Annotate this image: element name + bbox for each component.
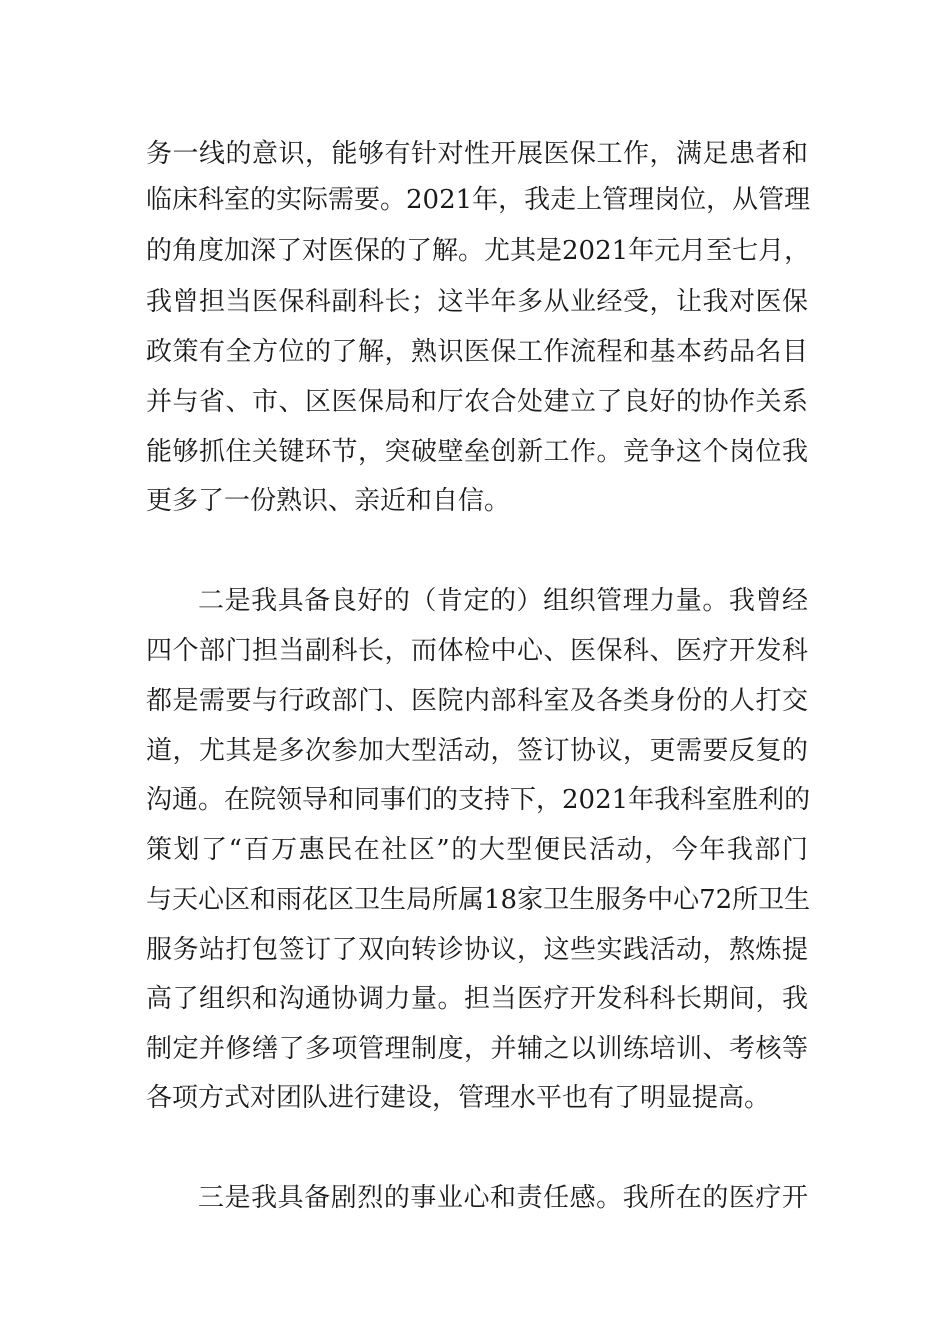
paragraph-2-line-11: 各项方式对团队进行建设，管理水平也有了明显提高。 [146, 1083, 771, 1113]
paragraph-2-line-3: 都是需要与行政部门、医院内部科室及各类身份的人打交 [146, 686, 808, 716]
paragraph-2-line-2: 四个部门担当副科长，而体检中心、医保科、医疗开发科 [146, 636, 808, 666]
paragraph-1-line-8: 更多了一份熟识、亲近和自信。 [146, 486, 511, 516]
paragraph-2-line-1: 二是我具备良好的（肯定的）组织管理力量。我曾经 [198, 586, 808, 616]
paragraph-1-line-5: 政策有全方位的了解，熟识医保工作流程和基本药品名目 [146, 337, 808, 367]
paragraph-2-line-8: 服务站打包签订了双向转诊协议，这些实践活动，熬炼提 [146, 935, 808, 965]
paragraph-1-line-1: 务一线的意识，能够有针对性开展医保工作，满足患者和 [146, 139, 808, 169]
paragraph-2-line-9: 高了组织和沟通协调力量。担当医疗开发科科长期间，我 [146, 984, 808, 1014]
paragraph-1-line-3: 的角度加深了对医保的了解。尤其是2021年元月至七月， [146, 236, 811, 266]
paragraph-1-line-7: 能够抓住关键环节，突破壁垒创新工作。竞争这个岗位我 [146, 437, 808, 467]
paragraph-1-line-6: 并与省、市、区医保局和厅农合处建立了良好的协作关系 [146, 387, 808, 417]
paragraph-2-line-6: 策划了“百万惠民在社区”的大型便民活动，今年我部门 [146, 835, 808, 865]
paragraph-2-line-10: 制定并修缮了多项管理制度，并辅之以训练培训、考核等 [146, 1034, 808, 1064]
paragraph-1-line-2: 临床科室的实际需要。2021年，我走上管理岗位，从管理 [146, 185, 811, 215]
paragraph-2-line-7: 与天心区和雨花区卫生局所属18家卫生服务中心72所卫生 [146, 885, 811, 915]
paragraph-2-line-4: 道，尤其是多次参加大型活动，签订协议，更需要反复的 [146, 736, 808, 766]
paragraph-1-line-4: 我曾担当医保科副科长；这半年多从业经受，让我对医保 [146, 287, 808, 317]
paragraph-2-line-5: 沟通。在院领导和同事们的支持下，2021年我科室胜利的 [146, 785, 811, 815]
paragraph-3-line-1: 三是我具备剧烈的事业心和责任感。我所在的医疗开 [198, 1183, 808, 1213]
